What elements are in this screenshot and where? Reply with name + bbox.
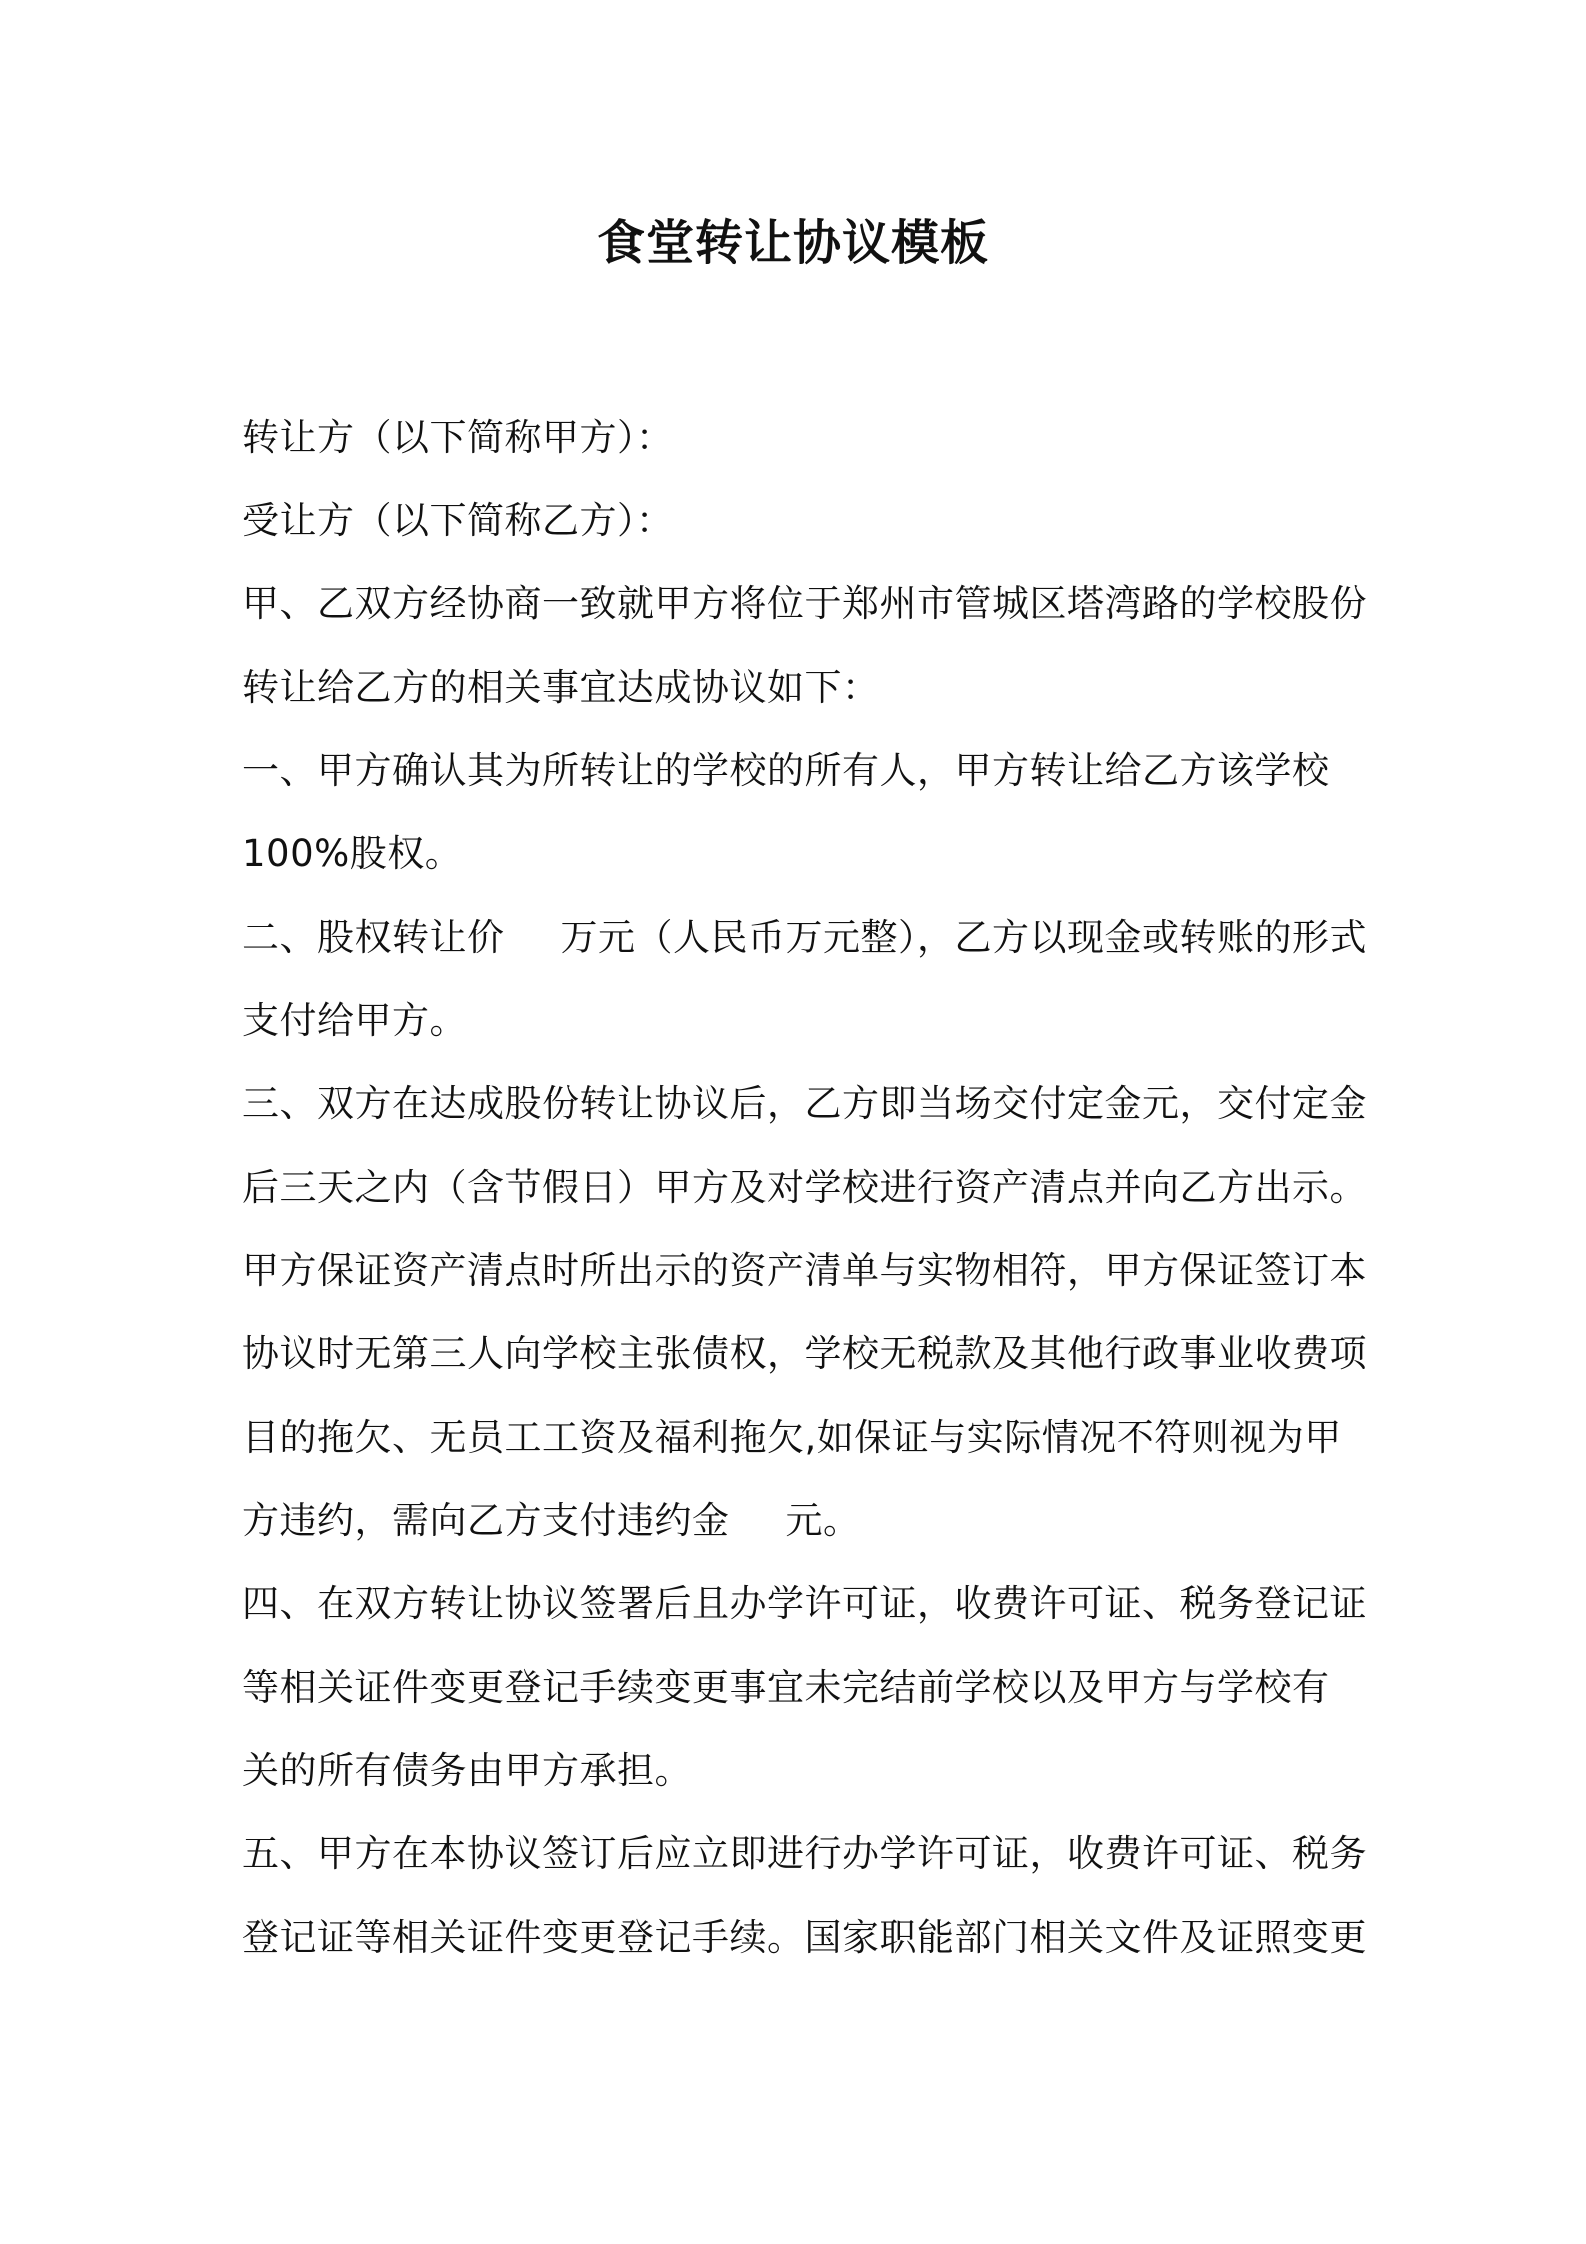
- clause-2-text-start: 二、股权转让价: [242, 916, 505, 959]
- clause-3-line: 目的拖欠、无员工工资及福利拖欠,如保证与实际情况不符则视为甲: [242, 1416, 1342, 1459]
- clause-1-line: 100%股权。: [242, 832, 463, 875]
- document-title: 食堂转让协议模板: [596, 215, 989, 271]
- clause-2-line: [242, 908, 1367, 968]
- clause-3-line: [242, 1491, 1352, 1551]
- clause-4-line: 关的所有债务由甲方承担。: [242, 1749, 692, 1792]
- clause-5-line: 登记证等相关证件变更登记手续。国家职能部门相关文件及证照变更: [242, 1916, 1367, 1959]
- transferor-line: 转让方（以下简称甲方）：: [242, 416, 674, 459]
- clause-3-penalty-start: 方违约，需向乙方支付违约金: [242, 1499, 730, 1542]
- clause-5-line: 五、甲方在本协议签订后应立即进行办学许可证，收费许可证、税务: [242, 1832, 1367, 1875]
- clause-1-line: 一、甲方确认其为所转让的学校的所有人，甲方转让给乙方该学校: [242, 749, 1330, 792]
- clause-2-line: 支付给甲方。: [242, 999, 467, 1042]
- clause-2-text-end: 万元（人民币万元整），乙方以现金或转账的形式: [560, 916, 1367, 959]
- clause-4-line: 等相关证件变更登记手续变更事宜未完结前学校以及甲方与学校有: [242, 1666, 1330, 1709]
- paragraph-line: 转让给乙方的相关事宜达成协议如下：: [242, 666, 880, 709]
- clause-3-line: 甲方保证资产清点时所出示的资产清单与实物相符，甲方保证签订本: [242, 1249, 1367, 1292]
- clause-3-penalty-end: 元。: [785, 1499, 861, 1542]
- clause-3-line: 三、双方在达成股份转让协议后，乙方即当场交付定金元，交付定金: [242, 1082, 1367, 1125]
- transferee-line: 受让方（以下简称乙方）：: [242, 499, 674, 542]
- clause-3-line: 后三天之内（含节假日）甲方及对学校进行资产清点并向乙方出示。: [242, 1166, 1367, 1209]
- clause-4-line: 四、在双方转让协议签署后且办学许可证，收费许可证、税务登记证: [242, 1582, 1367, 1625]
- paragraph-line: 甲、乙双方经协商一致就甲方将位于郑州市管城区塔湾路的学校股份: [242, 582, 1367, 625]
- clause-3-line: 协议时无第三人向学校主张债权，学校无税款及其他行政事业收费项: [242, 1332, 1367, 1375]
